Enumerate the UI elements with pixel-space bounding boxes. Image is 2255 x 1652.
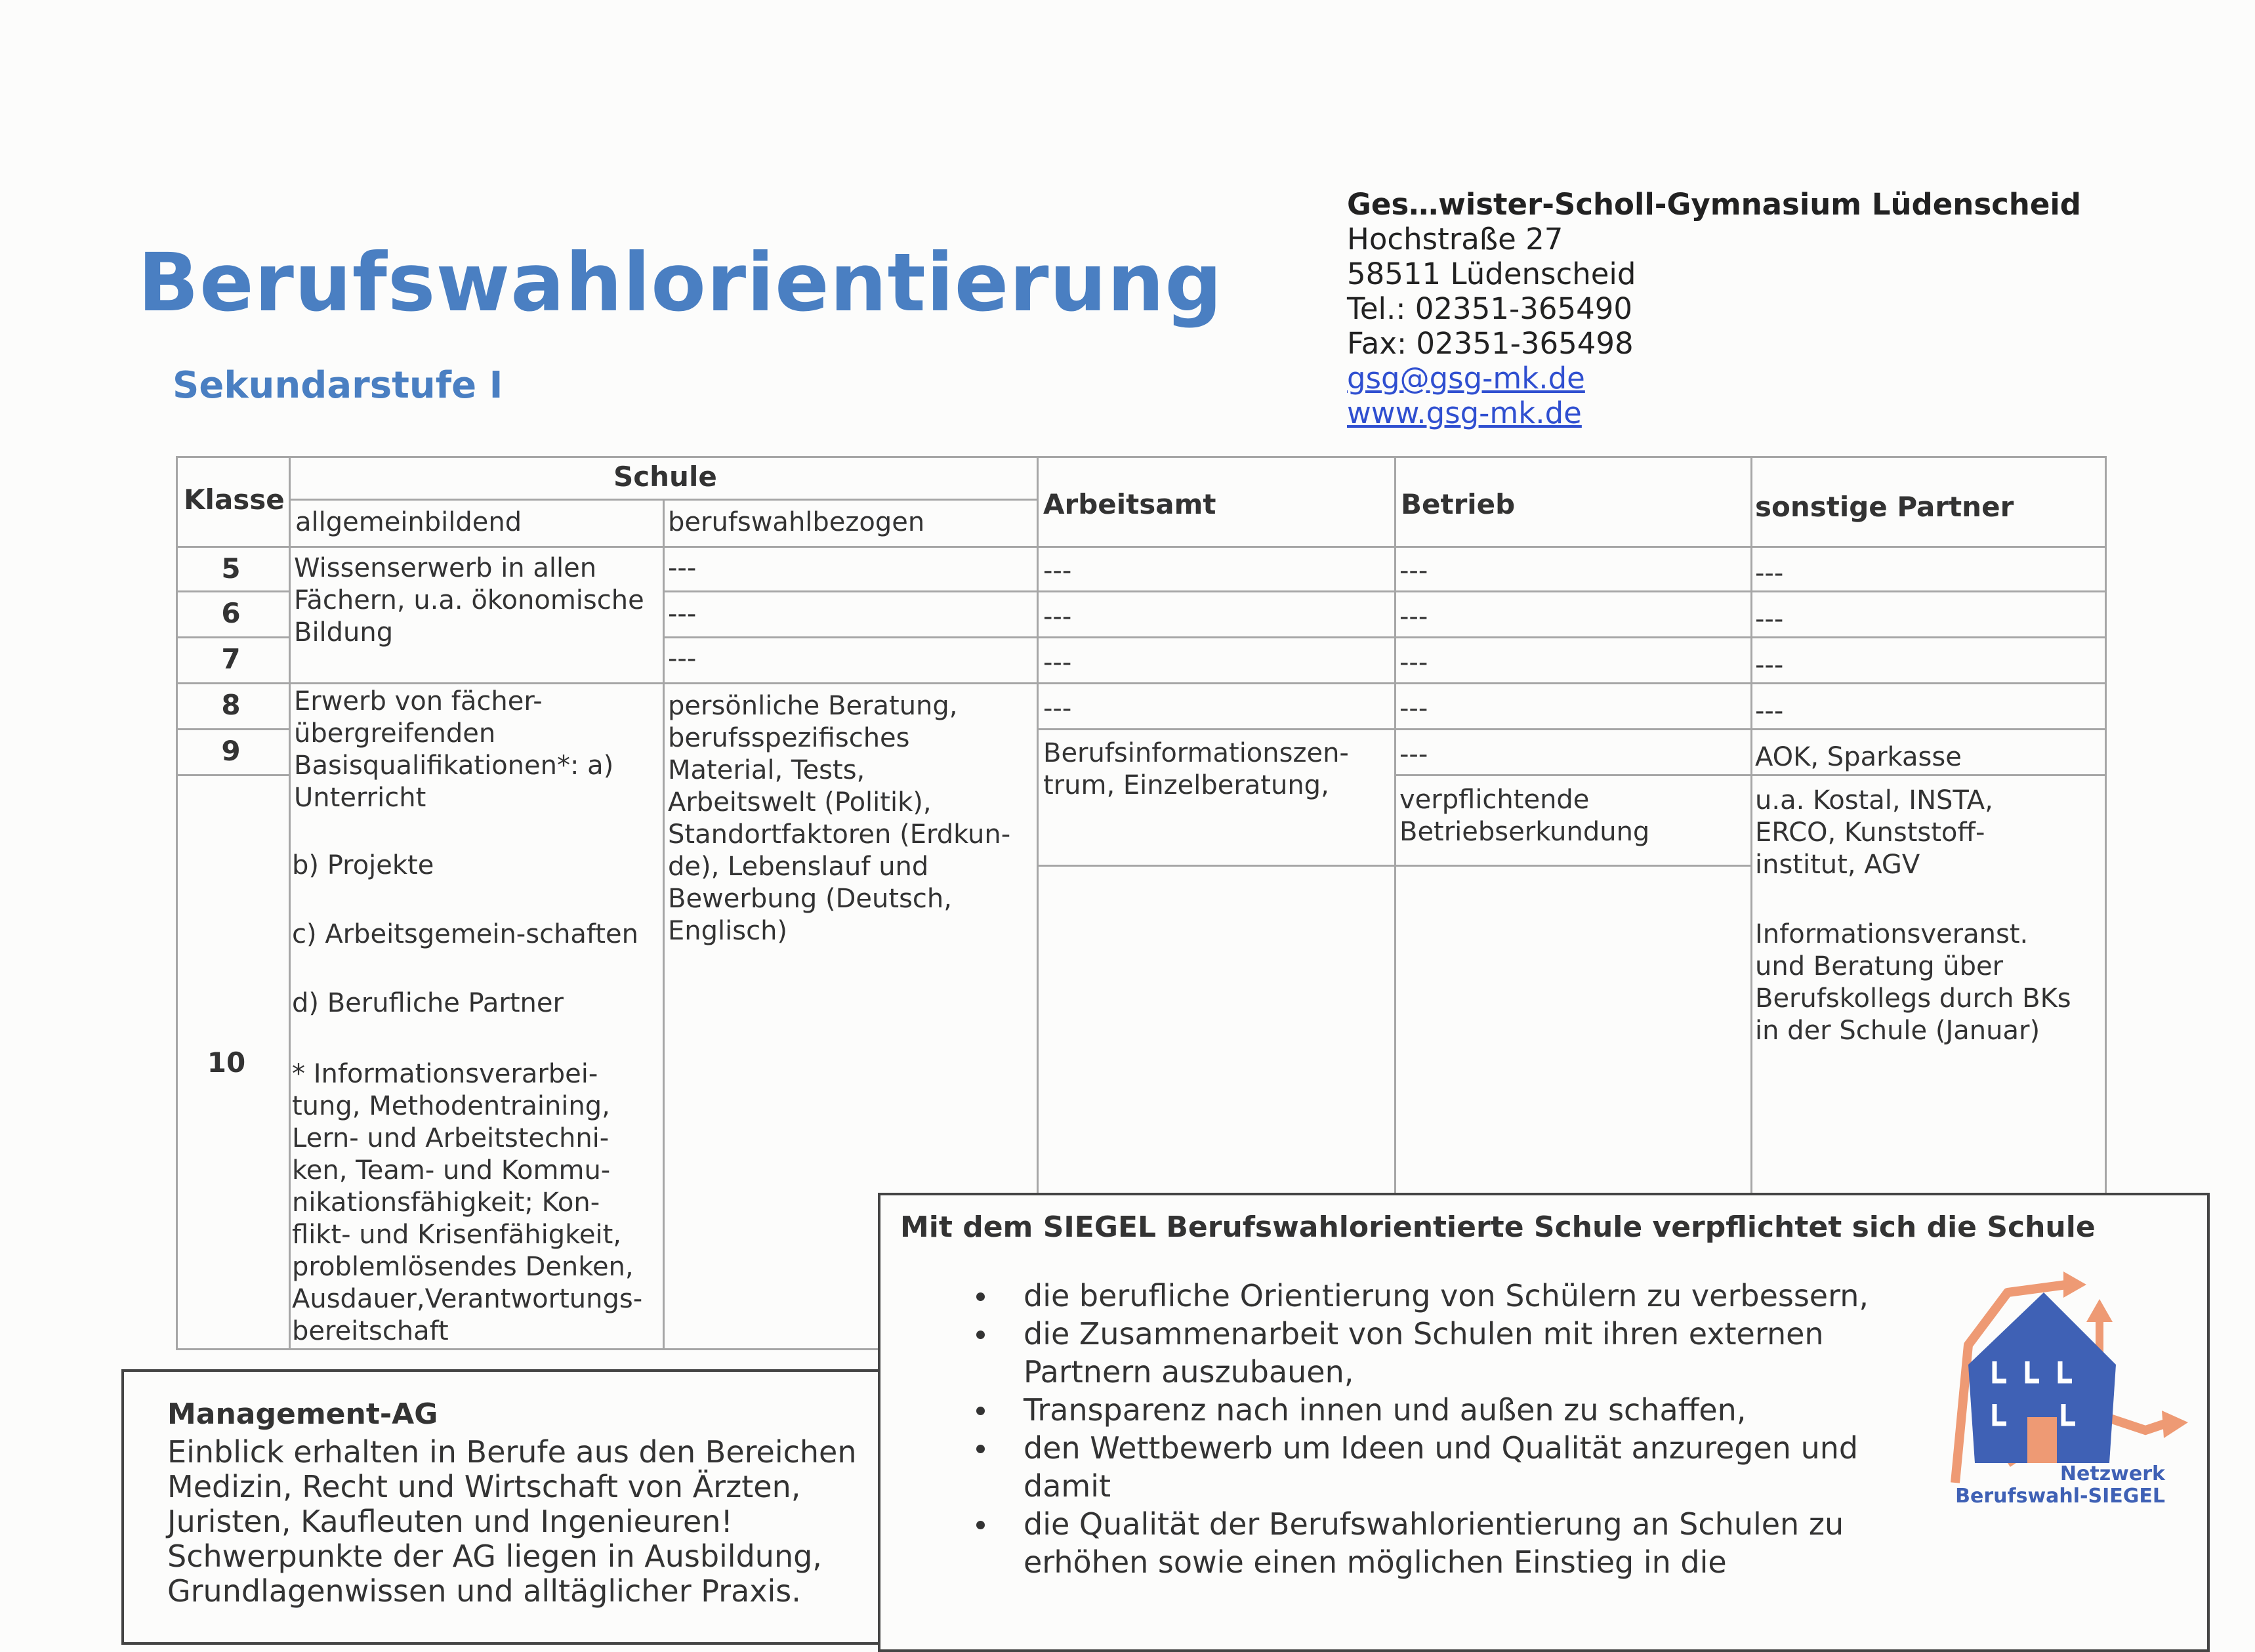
header-betrieb: Betrieb <box>1401 488 1516 520</box>
table-divider <box>176 774 289 776</box>
text-line: nikationsfähigkeit; Kon- <box>292 1187 600 1218</box>
bullet-icon <box>976 1521 985 1529</box>
table-divider <box>1394 456 1396 1194</box>
text-line: trum, Einzelberatung, <box>1043 770 1329 800</box>
table-divider <box>176 728 289 730</box>
text-line: und Beratung über <box>1755 951 2004 981</box>
text-line: Schwerpunkte der AG liegen in Ausbildung, <box>167 1538 822 1574</box>
allgemein-projekte: b) Projekte <box>292 850 434 880</box>
dash-cell: --- <box>1399 556 1428 586</box>
text-line: flikt- und Krisenfähigkeit, <box>292 1220 622 1250</box>
dash-cell: --- <box>1399 648 1428 678</box>
header-berufswahlbezogen: berufswahlbezogen <box>668 507 925 537</box>
management-ag-text <box>167 1435 857 1609</box>
allgemein-arbeitsgemeinschaften: c) Arbeitsgemein-schaften <box>292 919 638 949</box>
allgemein-footnote <box>292 1058 642 1348</box>
text-line: Arbeitswelt (Politik), <box>668 787 932 817</box>
text-line: Basisqualifikationen*: a) <box>294 751 614 781</box>
allgemein-basisqualifikationen <box>294 686 613 814</box>
text-line: berufsspezifisches <box>668 723 910 753</box>
school-fax: Fax: 02351-365498 <box>1347 326 1634 361</box>
text-line: erhöhen sowie einen möglichen Einstieg in die <box>1024 1544 1727 1580</box>
table-divider <box>176 682 2107 684</box>
text-line: Bewerbung (Deutsch, <box>668 884 952 914</box>
school-name: Ges…wister-Scholl-Gymnasium Lüdenscheid <box>1347 187 2081 222</box>
text-line: Netzwerk <box>2059 1462 2165 1485</box>
text-line: bereitschaft <box>292 1316 449 1346</box>
dash-cell: --- <box>1755 696 1784 726</box>
page-subtitle: Sekundarstufe I <box>173 364 503 407</box>
text-line: den Wettbewerb um Ideen und Qualität anzuregen und <box>1024 1430 1859 1466</box>
header-sonstige-partner: sonstige Partner <box>1755 491 2014 523</box>
text-line: problemlösendes Denken, <box>292 1252 634 1282</box>
header-klasse: Klasse <box>184 484 285 516</box>
text-line: persönliche Beratung, <box>668 691 958 721</box>
header-allgemeinbildend: allgemeinbildend <box>295 507 522 537</box>
klasse-number: 7 <box>221 643 241 675</box>
text-line: * Informationsverarbei- <box>292 1059 598 1089</box>
siegel-bullet <box>1024 1391 1746 1429</box>
table-divider <box>663 499 665 1348</box>
header-schule: Schule <box>613 461 717 493</box>
partner-aok: AOK, Sparkasse <box>1755 742 1962 772</box>
page-title: Berufswahlorientierung <box>138 236 1223 329</box>
text-line: Berufsinformationszen- <box>1043 738 1349 768</box>
text-line: institut, AGV <box>1755 850 1920 880</box>
dash-cell: --- <box>668 553 697 583</box>
text-line: Einblick erhalten in Berufe aus den Bereichen <box>167 1434 857 1470</box>
text-line: de), Lebenslauf und <box>668 852 929 882</box>
text-line: Informationsveranst. <box>1755 919 2029 949</box>
text-line: die berufliche Orientierung von Schülern zu verbessern, <box>1024 1278 1869 1313</box>
text-line: die Zusammenarbeit von Schulen mit ihren externen <box>1024 1316 1824 1352</box>
text-line: Standortfaktoren (Erdkun- <box>668 819 1011 850</box>
text-line: Juristen, Kaufleuten und Ingenieuren! <box>167 1504 733 1539</box>
table-divider <box>1037 728 2107 730</box>
allgemein-wissenserwerb <box>294 552 644 649</box>
beruf-beratung <box>668 690 1010 947</box>
dash-cell: --- <box>1043 648 1072 678</box>
text-line: die Qualität der Berufswahlorientierung an Schulen zu <box>1024 1506 1844 1542</box>
text-line: ken, Team- und Kommu- <box>292 1155 611 1186</box>
text-line: in der Schule (Januar) <box>1755 1016 2040 1046</box>
dash-cell: --- <box>1755 650 1784 680</box>
dash-cell: --- <box>1043 556 1072 586</box>
text-line: Wissenserwerb in allen <box>294 553 597 583</box>
text-line: Medizin, Recht und Wirtschaft von Ärzten, <box>167 1469 801 1504</box>
dash-cell: --- <box>1399 602 1428 632</box>
klasse-number: 5 <box>221 552 241 585</box>
text-line: Fächern, u.a. ökonomische <box>294 585 644 615</box>
text-line: Berufswahl-SIEGEL <box>1955 1485 2165 1508</box>
text-line: damit <box>1024 1468 1111 1504</box>
text-line: tung, Methodentraining, <box>292 1091 610 1121</box>
siegel-bullet <box>1024 1505 1844 1581</box>
siegel-bullet <box>1024 1315 1824 1391</box>
text-line: Lern- und Arbeitstechni- <box>292 1123 610 1153</box>
partner-firmen <box>1755 785 1993 881</box>
dash-cell: --- <box>668 644 697 674</box>
dash-cell: --- <box>1399 693 1428 724</box>
dash-cell: --- <box>1043 602 1072 632</box>
allgemein-berufliche-partner: d) Berufliche Partner <box>292 988 564 1018</box>
text-line: Ausdauer,Verantwortungs- <box>292 1284 643 1314</box>
table-divider <box>1037 865 1750 867</box>
klasse-number: 10 <box>207 1046 246 1079</box>
bullet-icon <box>976 1331 985 1339</box>
text-line: verpflichtende <box>1399 785 1590 815</box>
text-line: Bildung <box>294 617 394 648</box>
dash-cell: --- <box>1043 693 1072 724</box>
text-line: Grundlagenwissen und alltäglicher Praxis. <box>167 1573 801 1609</box>
table-divider <box>289 499 1037 501</box>
table-divider <box>176 546 2107 548</box>
klasse-number: 8 <box>221 689 241 721</box>
bullet-icon <box>976 1407 985 1415</box>
text-line: Unterricht <box>294 783 426 813</box>
siegel-title: Mit dem SIEGEL Berufswahlorientierte Schule verpflichtet sich die Schule <box>900 1210 2096 1244</box>
table-border <box>176 456 2107 458</box>
table-divider <box>176 636 289 638</box>
table-border <box>2105 456 2107 1194</box>
dash-cell: --- <box>1755 558 1784 589</box>
management-ag-title: Management-AG <box>167 1397 438 1431</box>
logo-caption <box>1942 1463 2165 1508</box>
siegel-bullet <box>1024 1429 1858 1505</box>
bullet-icon <box>976 1445 985 1453</box>
school-city: 58511 Lüdenscheid <box>1347 257 1636 291</box>
text-line: Berufskollegs durch BKs <box>1755 983 2071 1014</box>
table-divider <box>1394 774 2107 776</box>
dash-cell: --- <box>1399 739 1428 770</box>
school-email-link[interactable]: gsg@gsg-mk.de <box>1347 361 1585 396</box>
dash-cell: --- <box>668 599 697 629</box>
table-divider <box>663 636 2107 638</box>
klasse-number: 9 <box>221 735 241 767</box>
school-web-link[interactable]: www.gsg-mk.de <box>1347 396 1582 430</box>
dash-cell: --- <box>1755 604 1784 634</box>
betrieb-erkundung <box>1399 784 1649 848</box>
siegel-bullet <box>1024 1277 1869 1315</box>
table-border <box>176 456 178 1348</box>
bullet-icon <box>976 1292 985 1301</box>
school-address <box>1347 187 2081 430</box>
text-line: u.a. Kostal, INSTA, <box>1755 785 1993 816</box>
text-line: Transparenz nach innen und außen zu schaffen, <box>1024 1392 1747 1428</box>
text-line: übergreifenden <box>294 718 496 749</box>
arbeitsamt-biz <box>1043 737 1349 802</box>
klasse-number: 6 <box>221 597 241 629</box>
text-line: ERCO, Kunststoff- <box>1755 817 1985 848</box>
text-line: Partnern auszubauen, <box>1024 1354 1354 1390</box>
text-line: Englisch) <box>668 916 788 946</box>
table-divider <box>1750 456 1752 1194</box>
text-line: Erwerb von fächer- <box>294 686 543 716</box>
header-arbeitsamt: Arbeitsamt <box>1043 488 1216 520</box>
text-line: Betriebserkundung <box>1399 817 1650 847</box>
table-divider <box>663 590 2107 592</box>
table-divider <box>176 590 289 592</box>
school-street: Hochstraße 27 <box>1347 222 1563 257</box>
text-line: Material, Tests, <box>668 755 865 785</box>
table-divider <box>289 456 291 1348</box>
school-tel: Tel.: 02351-365490 <box>1347 291 1632 326</box>
partner-berufskollegs <box>1755 919 2071 1047</box>
